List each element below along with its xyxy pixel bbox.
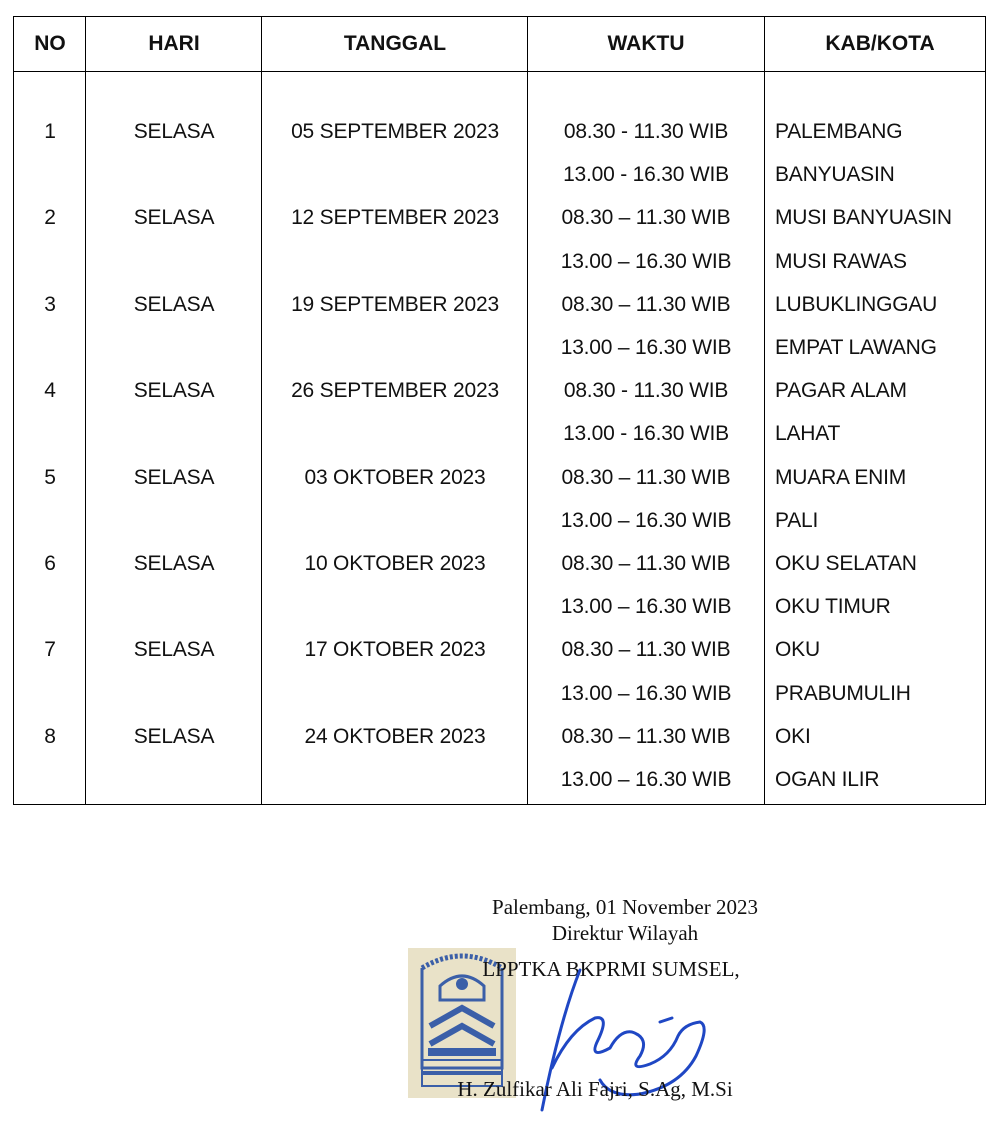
schedule-table: [13, 16, 986, 805]
table-row: [14, 283, 985, 326]
cell-kab-kota: MUSI RAWAS: [775, 249, 907, 273]
table-row: [14, 628, 985, 671]
table-row: [14, 456, 985, 499]
cell-waktu: 13.00 – 16.30 WIB: [560, 336, 732, 359]
table-row: [14, 326, 985, 369]
place-date: Palembang, 01 November 2023: [492, 895, 758, 919]
cell-tanggal: [262, 499, 528, 542]
cell-kab-kota: LAHAT: [775, 422, 841, 446]
cell-waktu: 08.30 – 11.30 WIB: [561, 465, 731, 489]
cell-waktu: 13.00 – 16.30 WIB: [560, 508, 732, 532]
cell-kab-kota: OKU: [775, 638, 820, 662]
cell-no: 2: [44, 206, 56, 230]
organization-name: LPPTKA BKPRMI SUMSEL,: [482, 957, 740, 981]
table-row: [14, 412, 985, 455]
cell-tanggal: 12 SEPTEMBER 2023: [291, 206, 499, 230]
cell-kab-kota: MUARA ENIM: [775, 465, 907, 489]
cell-tanggal: 19 SEPTEMBER 2023: [291, 292, 499, 316]
cell-hari: [86, 326, 262, 369]
cell-no: 4: [44, 379, 56, 403]
cell-kab-kota: LUBUKLINGGAU: [775, 292, 938, 316]
table-row: [14, 758, 985, 801]
cell-hari: [86, 758, 262, 801]
cell-waktu: 08.30 – 11.30 WIB: [561, 724, 731, 748]
cell-tanggal: [262, 326, 528, 369]
cell-tanggal: [262, 412, 528, 455]
header-no: NO: [34, 32, 66, 55]
cell-hari: SELASA: [133, 638, 215, 662]
cell-waktu: 13.00 – 16.30 WIB: [560, 681, 732, 705]
table-row: [14, 196, 985, 239]
cell-hari: [86, 585, 262, 628]
cell-tanggal: 26 SEPTEMBER 2023: [291, 379, 499, 403]
cell-no: 1: [44, 120, 56, 143]
cell-waktu: 13.00 - 16.30 WIB: [563, 163, 729, 187]
header-waktu: WAKTU: [607, 32, 685, 55]
signatory-name: H. Zulfikar Ali Fajri, S.Ag, M.Si: [457, 1077, 733, 1101]
cell-kab-kota: OKU SELATAN: [775, 552, 917, 575]
cell-kab-kota: PALEMBANG: [775, 120, 903, 143]
cell-tanggal: 05 SEPTEMBER 2023: [291, 120, 499, 143]
cell-waktu: 08.30 – 11.30 WIB: [561, 552, 731, 575]
signatory-position: Direktur Wilayah: [551, 921, 699, 945]
cell-no: 8: [44, 724, 56, 748]
cell-no: [14, 758, 86, 801]
table-row: [14, 369, 985, 412]
cell-kab-kota: PAGAR ALAM: [775, 379, 907, 403]
cell-kab-kota: PRABUMULIH: [775, 681, 911, 705]
cell-tanggal: [262, 672, 528, 715]
cell-no: [14, 326, 86, 369]
cell-no: [14, 672, 86, 715]
cell-kab-kota: MUSI BANYUASIN: [775, 206, 952, 230]
cell-waktu: 08.30 – 11.30 WIB: [561, 206, 731, 230]
cell-kab-kota: OGAN ILIR: [775, 768, 880, 791]
header-kab-kota: KAB/KOTA: [825, 32, 935, 55]
cell-no: [14, 499, 86, 542]
header-tanggal: TANGGAL: [343, 32, 447, 55]
cell-hari: [86, 153, 262, 196]
cell-waktu: 08.30 - 11.30 WIB: [563, 120, 729, 143]
cell-tanggal: 17 OKTOBER 2023: [304, 638, 486, 662]
cell-hari: [86, 412, 262, 455]
table-row: [14, 585, 985, 628]
cell-waktu: 13.00 - 16.30 WIB: [563, 422, 729, 446]
table-row: [14, 672, 985, 715]
table-row: [14, 499, 985, 542]
cell-tanggal: 10 OKTOBER 2023: [304, 552, 486, 575]
header-hari: HARI: [148, 32, 200, 55]
cell-no: [14, 240, 86, 283]
cell-hari: SELASA: [133, 379, 215, 403]
cell-hari: SELASA: [133, 206, 215, 230]
cell-hari: SELASA: [133, 292, 215, 316]
cell-no: [14, 412, 86, 455]
cell-no: 7: [44, 638, 56, 662]
cell-tanggal: [262, 585, 528, 628]
cell-kab-kota: OKU TIMUR: [775, 595, 891, 619]
cell-no: 3: [44, 292, 56, 316]
cell-waktu: 13.00 – 16.30 WIB: [560, 768, 732, 791]
table-row: [14, 542, 985, 585]
table-row: [14, 240, 985, 283]
cell-waktu: 08.30 - 11.30 WIB: [563, 379, 729, 403]
cell-hari: [86, 499, 262, 542]
signature-block: [400, 890, 880, 1120]
cell-kab-kota: BANYUASIN: [775, 163, 895, 187]
cell-tanggal: 03 OKTOBER 2023: [304, 465, 486, 489]
cell-kab-kota: EMPAT LAWANG: [775, 336, 937, 359]
table-row: [14, 110, 985, 153]
cell-tanggal: [262, 758, 528, 801]
table-row: [14, 153, 985, 196]
cell-no: [14, 585, 86, 628]
cell-kab-kota: OKI: [775, 724, 811, 748]
table-row: [14, 715, 985, 758]
cell-hari: SELASA: [133, 552, 215, 575]
cell-waktu: 08.30 – 11.30 WIB: [561, 292, 731, 316]
cell-tanggal: [262, 240, 528, 283]
cell-no: 6: [44, 552, 56, 575]
cell-hari: SELASA: [133, 120, 215, 143]
cell-waktu: 13.00 – 16.30 WIB: [560, 249, 732, 273]
cell-hari: [86, 240, 262, 283]
cell-no: 5: [44, 465, 56, 489]
cell-waktu: 08.30 – 11.30 WIB: [561, 638, 731, 662]
cell-no: [14, 153, 86, 196]
cell-tanggal: [262, 153, 528, 196]
cell-kab-kota: PALI: [775, 508, 819, 532]
cell-hari: [86, 672, 262, 715]
cell-tanggal: 24 OKTOBER 2023: [304, 724, 486, 748]
header-divider: [14, 71, 985, 72]
cell-hari: SELASA: [133, 724, 215, 748]
cell-hari: SELASA: [133, 465, 215, 489]
cell-waktu: 13.00 – 16.30 WIB: [560, 595, 732, 619]
